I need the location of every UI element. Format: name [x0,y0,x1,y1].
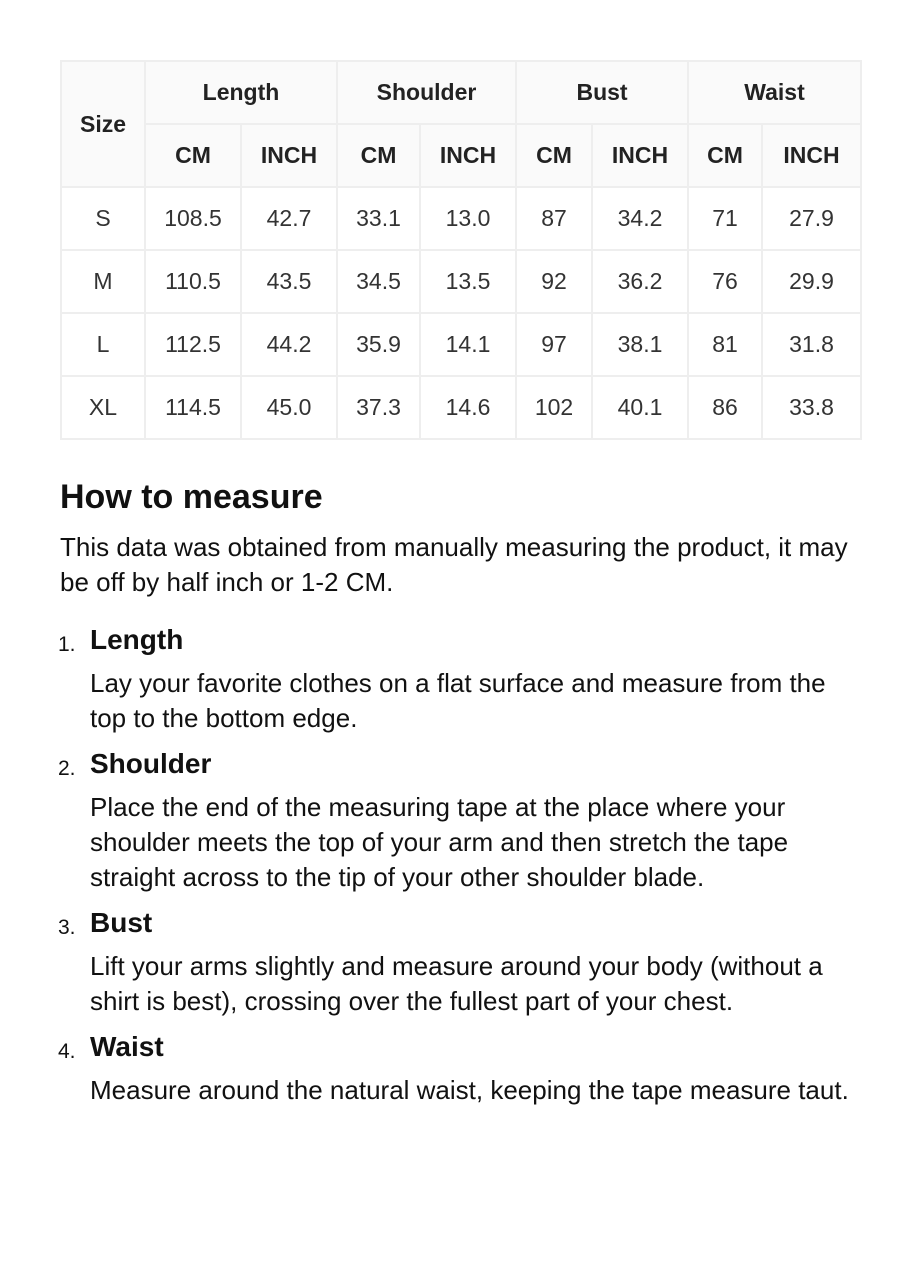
list-item [60,905,860,1019]
table-cell: 92 [516,250,592,313]
step-description-bust: Lift your arms slightly and measure around your body (without a shirt is best), crossing over the fullest part of your chest. [90,951,823,1016]
size-cell: XL [61,376,145,439]
table-cell: 33.8 [762,376,861,439]
size-column-header: Size [61,61,145,187]
table-cell: 114.5 [145,376,241,439]
size-cell: S [61,187,145,250]
table-row [61,187,861,250]
table-cell: 34.5 [337,250,420,313]
table-cell: 40.1 [592,376,688,439]
table-cell: 33.1 [337,187,420,250]
table-cell: 34.2 [592,187,688,250]
table-cell: 45.0 [241,376,337,439]
unit-header: CM [145,124,241,187]
unit-header: INCH [592,124,688,187]
table-row [61,376,861,439]
table-cell: 42.7 [241,187,337,250]
group-header-length: Length [145,61,337,124]
table-cell: 29.9 [762,250,861,313]
how-to-measure-heading: How to measure [60,478,323,516]
size-guide [58,60,860,1105]
unit-header: INCH [241,124,337,187]
step-title-length: Length [90,624,184,655]
table-cell: 44.2 [241,313,337,376]
measure-steps-list [60,622,860,1118]
table-row [61,250,861,313]
step-description-length: Lay your favorite clothes on a flat surface and measure from the top to the bottom edge. [90,668,826,733]
table-row [61,313,861,376]
header-row-groups [61,61,861,124]
table-cell: 97 [516,313,592,376]
step-description-waist: Measure around the natural waist, keeping the tape measure taut. [90,1075,849,1105]
size-cell: L [61,313,145,376]
step-number: 2. [58,757,76,780]
step-number: 4. [58,1040,76,1063]
table-cell: 14.1 [420,313,516,376]
table-cell: 112.5 [145,313,241,376]
table-header [61,61,861,187]
table-cell: 27.9 [762,187,861,250]
table-cell: 87 [516,187,592,250]
unit-header: CM [337,124,420,187]
unit-header: CM [516,124,592,187]
table-cell: 81 [688,313,762,376]
unit-header: INCH [762,124,861,187]
table-cell: 35.9 [337,313,420,376]
group-header-shoulder: Shoulder [337,61,516,124]
list-item [60,622,860,736]
step-title-waist: Waist [90,1031,164,1062]
group-header-bust: Bust [516,61,688,124]
header-row-units [61,124,861,187]
table-cell: 71 [688,187,762,250]
table-body [61,187,861,439]
step-number: 3. [58,916,76,939]
table-cell: 13.0 [420,187,516,250]
step-title-bust: Bust [90,907,153,938]
group-header-waist: Waist [688,61,861,124]
how-to-measure-intro: This data was obtained from manually measuring the product, it may be off by half inch or 1-2 CM. [60,532,848,597]
table-cell: 31.8 [762,313,861,376]
table-cell: 13.5 [420,250,516,313]
table-cell: 76 [688,250,762,313]
table-cell: 102 [516,376,592,439]
step-description-shoulder: Place the end of the measuring tape at the place where your shoulder meets the top of your arm and then stretch the tape straight across to the tip of your other shoulder blade. [90,792,789,892]
unit-header: CM [688,124,762,187]
size-table [60,60,862,440]
table-cell: 37.3 [337,376,420,439]
step-title-shoulder: Shoulder [90,748,212,779]
unit-header: INCH [420,124,516,187]
list-item [60,746,860,895]
table-cell: 36.2 [592,250,688,313]
list-item [60,1029,860,1108]
table-cell: 108.5 [145,187,241,250]
size-cell: M [61,250,145,313]
table-cell: 43.5 [241,250,337,313]
table-cell: 86 [688,376,762,439]
table-cell: 38.1 [592,313,688,376]
table-cell: 110.5 [145,250,241,313]
table-cell: 14.6 [420,376,516,439]
step-number: 1. [58,633,76,656]
